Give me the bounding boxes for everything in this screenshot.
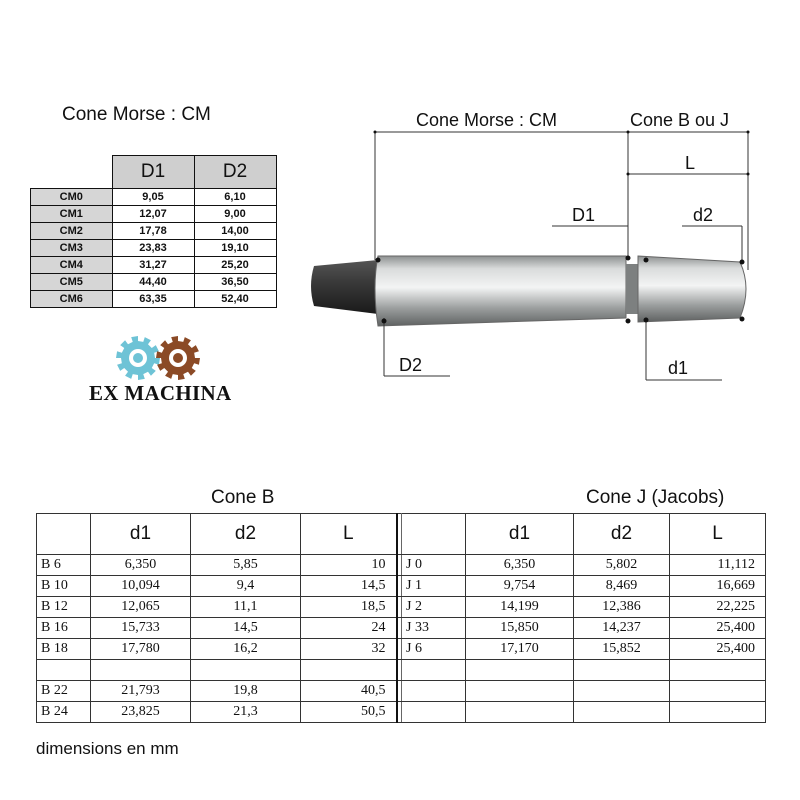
cone-b-cell-d1: 23,825 [91, 702, 191, 723]
cone-b-cell-d2: 11,1 [191, 597, 301, 618]
cone-table-row [37, 618, 766, 639]
cone-b-cell-L: 50,5 [301, 702, 397, 723]
morse-header-d1: D1 [112, 156, 194, 189]
label-L: L [685, 153, 696, 173]
morse-row-label: CM4 [31, 257, 113, 274]
cone-table-row [37, 681, 766, 702]
morse-table-row [31, 206, 277, 223]
cone-table-row [37, 576, 766, 597]
label-d1: d1 [668, 358, 689, 378]
morse-table-row [31, 189, 277, 206]
cone-b-cell-d1: 21,793 [91, 681, 191, 702]
cone-j-cell-d1 [466, 660, 574, 681]
morse-cell-d1: 31,27 [112, 257, 194, 274]
cone-table-row [37, 597, 766, 618]
morse-cell-d2: 14,00 [194, 223, 276, 240]
morse-row-label: CM6 [31, 291, 113, 308]
cone-b-label: B 6 [37, 555, 91, 576]
morse-table-row [31, 274, 277, 291]
cone-b-label: B 22 [37, 681, 91, 702]
brown-gear-icon [156, 336, 200, 380]
morse-row-label: CM1 [31, 206, 113, 223]
morse-taper-body [375, 256, 626, 326]
morse-row-label: CM0 [31, 189, 113, 206]
morse-cell-d2: 36,50 [194, 274, 276, 291]
cone-j-cell-L: 16,669 [670, 576, 766, 597]
cone-b-header-d2: d2 [191, 514, 301, 555]
morse-table-body [31, 189, 277, 308]
cone-b-cell-d2: 9,4 [191, 576, 301, 597]
cone-j-label: J 1 [402, 576, 466, 597]
tang [311, 260, 378, 314]
cone-b-header-L: L [301, 514, 397, 555]
cone-table-row [37, 555, 766, 576]
cone-table-row [37, 639, 766, 660]
cone-j-cell-L: 25,400 [670, 618, 766, 639]
cone-b-cell-d2: 19,8 [191, 681, 301, 702]
cone-j-label: J 6 [402, 639, 466, 660]
cone-j-label [402, 681, 466, 702]
morse-cell-d1: 44,40 [112, 274, 194, 291]
cone-j-cell-L: 25,400 [670, 639, 766, 660]
cone-b-cell-L: 10 [301, 555, 397, 576]
label-D2: D2 [399, 355, 423, 375]
morse-row-label: CM2 [31, 223, 113, 240]
cone-table-row [37, 660, 766, 681]
cone-j-cell-d2 [574, 660, 670, 681]
logo-text: EX MACHINA [89, 381, 232, 405]
morse-table-row [31, 223, 277, 240]
cone-b-cell-L: 24 [301, 618, 397, 639]
cone-j-cell-d2: 15,852 [574, 639, 670, 660]
cone-j-cell-d1 [466, 681, 574, 702]
tool-diagram [290, 100, 770, 390]
morse-table-corner [31, 156, 113, 189]
cone-b-label: B 24 [37, 702, 91, 723]
groove [626, 264, 638, 314]
cone-b-corner [37, 514, 91, 555]
morse-row-label: CM3 [31, 240, 113, 257]
morse-cell-d1: 9,05 [112, 189, 194, 206]
cone-j-header-L: L [670, 514, 766, 555]
cone-table-header-row [37, 514, 766, 555]
morse-table-row [31, 257, 277, 274]
cone-j-label: J 33 [402, 618, 466, 639]
cone-b-label: B 16 [37, 618, 91, 639]
cone-j-cell-L [670, 660, 766, 681]
cone-b-label: B 10 [37, 576, 91, 597]
cone-table-row [37, 702, 766, 723]
morse-cell-d2: 9,00 [194, 206, 276, 223]
cone-j-cell-d2 [574, 702, 670, 723]
cone-j-title: Cone J (Jacobs) [586, 487, 725, 508]
cone-j-cell-d1: 17,170 [466, 639, 574, 660]
cone-j-corner [402, 514, 466, 555]
cone-b-cell-d2: 5,85 [191, 555, 301, 576]
cone-j-cell-d2: 8,469 [574, 576, 670, 597]
cone-b-cell-d1: 17,780 [91, 639, 191, 660]
cone-j-header-d1: d1 [466, 514, 574, 555]
cone-j-label [402, 660, 466, 681]
morse-row-label: CM5 [31, 274, 113, 291]
cone-j-label: J 0 [402, 555, 466, 576]
cone-j-cell-d1: 15,850 [466, 618, 574, 639]
cone-b-cell-d1: 10,094 [91, 576, 191, 597]
cone-b-cell-d1: 15,733 [91, 618, 191, 639]
label-d2: d2 [693, 205, 714, 225]
cone-b-cell-L: 40,5 [301, 681, 397, 702]
gears-logo-icon [112, 334, 204, 384]
morse-header-d2: D2 [194, 156, 276, 189]
cone-j-cell-d2: 14,237 [574, 618, 670, 639]
label-morse: Cone Morse : CM [416, 110, 558, 130]
morse-table-header-row [31, 156, 277, 189]
cone-b-cell-L [301, 660, 397, 681]
cone-b-cell-d1: 12,065 [91, 597, 191, 618]
morse-cell-d2: 52,40 [194, 291, 276, 308]
cone-b-label: B 12 [37, 597, 91, 618]
morse-cell-d1: 63,35 [112, 291, 194, 308]
cone-b-title: Cone B [211, 487, 275, 508]
cone-j-label: J 2 [402, 597, 466, 618]
cone-b-cell-d2: 14,5 [191, 618, 301, 639]
morse-cell-d1: 12,07 [112, 206, 194, 223]
cone-j-cell-L: 11,112 [670, 555, 766, 576]
morse-table-row [31, 291, 277, 308]
label-D1: D1 [572, 205, 596, 225]
blue-gear-icon [116, 336, 160, 380]
cone-b-label: B 18 [37, 639, 91, 660]
cone-b-cell-d2 [191, 660, 301, 681]
cone-b-cell-d2: 16,2 [191, 639, 301, 660]
morse-cell-d1: 23,83 [112, 240, 194, 257]
cone-j-header-d2: d2 [574, 514, 670, 555]
morse-cell-d2: 19,10 [194, 240, 276, 257]
cone-b-label [37, 660, 91, 681]
morse-table [30, 155, 277, 308]
cone-j-cell-d1 [466, 702, 574, 723]
cone-j-cell-L: 22,225 [670, 597, 766, 618]
morse-table-row [31, 240, 277, 257]
cone-j-label [402, 702, 466, 723]
cone-bj-table [36, 513, 766, 723]
cone-b-header-d1: d1 [91, 514, 191, 555]
morse-cell-d1: 17,78 [112, 223, 194, 240]
cone-j-cell-d2 [574, 681, 670, 702]
cone-j-cell-d2: 5,802 [574, 555, 670, 576]
cone-j-cell-d1: 6,350 [466, 555, 574, 576]
cone-b-cell-d2: 21,3 [191, 702, 301, 723]
cone-j-cell-d2: 12,386 [574, 597, 670, 618]
cone-bj-body [638, 256, 746, 322]
cone-b-cell-d1: 6,350 [91, 555, 191, 576]
cone-j-cell-L [670, 681, 766, 702]
cone-j-cell-d1: 14,199 [466, 597, 574, 618]
cone-j-cell-L [670, 702, 766, 723]
morse-cell-d2: 6,10 [194, 189, 276, 206]
morse-cell-d2: 25,20 [194, 257, 276, 274]
cone-b-cell-L: 18,5 [301, 597, 397, 618]
morse-table-title: Cone Morse : CM [62, 104, 211, 125]
cone-b-cell-d1 [91, 660, 191, 681]
label-cone-bj: Cone B ou J [630, 110, 730, 130]
cone-table-body [37, 555, 766, 723]
cone-b-cell-L: 14,5 [301, 576, 397, 597]
dimensions-note: dimensions en mm [36, 739, 179, 758]
cone-j-cell-d1: 9,754 [466, 576, 574, 597]
cone-b-cell-L: 32 [301, 639, 397, 660]
